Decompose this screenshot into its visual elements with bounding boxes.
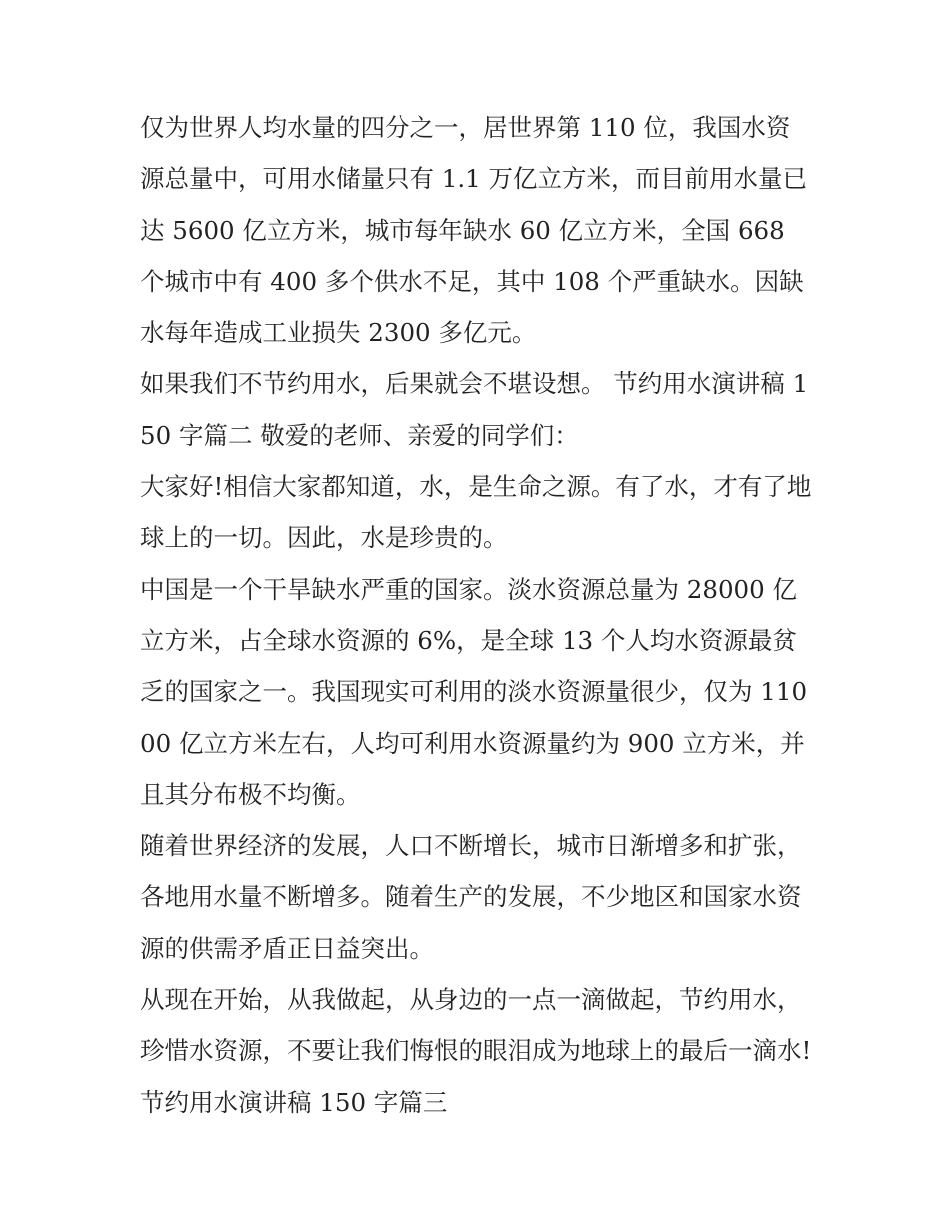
paragraph-china-water-resources: 中国是一个干旱缺水严重的国家。淡水资源总量为 28000 亿立方米，占全球水资源的 6%，是全球 13 个人均水资源最贫乏的国家之一。我国现实可利用的淡水资源量很少，仅为 11000 亿立方米左右，人均可利用水资源量约为 900 立方米，并且其分布极不均衡。 <box>140 574 808 809</box>
paragraph-water-statistics: 仅为世界人均水量的四分之一，居世界第 110 位，我国水资源总量中，可用水储量只有 1.1 万亿立方米，而目前用水量已达 5600 亿立方米，城市每年缺水 60 亿立方米，全国 668 个城市中有 400 多个供水不足，其中 108 个严重缺水。因缺水每年造成工业损失 2300 多亿元。 <box>140 113 808 348</box>
paragraph-economic-development: 随着世界经济的发展，人口不断增长，城市日渐增多和扩张，各地用水量不断增多。随着生产的发展，不少地区和国家水资源的供需矛盾正日益突出。 <box>140 831 802 963</box>
document-body <box>140 102 812 1128</box>
paragraph-greeting: 大家好!相信大家都知道，水，是生命之源。有了水，才有了地球上的一切。因此，水是珍贵的。 <box>140 472 812 553</box>
paragraph-call-to-action: 从现在开始，从我做起，从身边的一点一滴做起，节约用水，珍惜水资源，不要让我们悔恨的眼泪成为地球上的最后一滴水! 节约用水演讲稿 150 字篇三 <box>140 985 812 1117</box>
paragraph-consequence-and-heading: 如果我们不节约用水，后果就会不堪设想。 节约用水演讲稿 150 字篇二 敬爱的老师、亲爱的同学们： <box>140 369 809 450</box>
